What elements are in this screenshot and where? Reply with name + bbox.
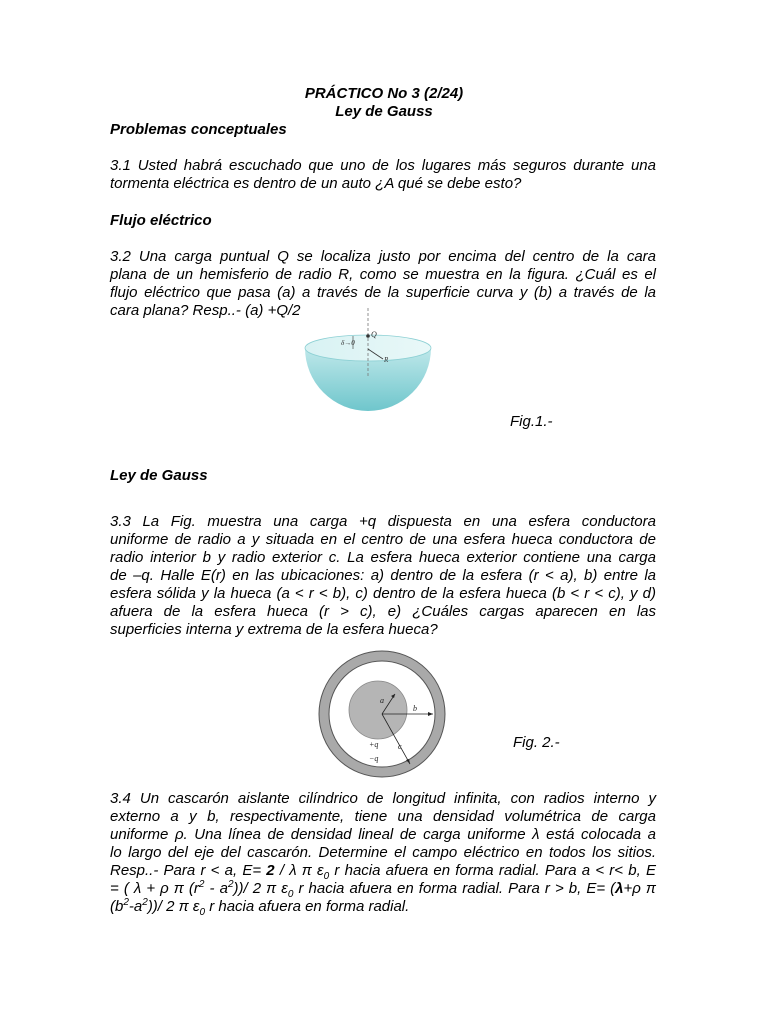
text-run: r hacia afuera en forma radial.: [205, 898, 410, 915]
a-label: a: [380, 696, 384, 705]
text-run: - a: [204, 880, 228, 897]
text-run-bold: λ: [615, 880, 624, 897]
problem-3-4-line: [110, 898, 409, 916]
hemisphere-figure: [303, 306, 433, 412]
text-run: r hacia afuera en forma radial. Para r > b, E= (: [293, 880, 616, 897]
problem-3-4-line: uniforme ρ. Una línea de densidad lineal de carga uniforme λ está colocada a: [110, 826, 656, 843]
problem-3-3-line: radio interior b y radio exterior c. La esfera hueca exterior contiene una carga: [110, 549, 656, 566]
problem-3-1-line: 3.1 Usted habrá escuchado que uno de los lugares más seguros durante una: [110, 157, 656, 174]
page-title: PRÁCTICO No 3 (2/24): [304, 85, 464, 102]
text-run: (b: [110, 898, 124, 915]
superscript: 2: [123, 897, 129, 908]
charge-q-point: [366, 334, 370, 338]
figure-2-caption: Fig. 2.-: [513, 734, 560, 751]
text-run: = ( λ + ρ π (r: [110, 880, 199, 897]
superscript: 2: [198, 879, 205, 890]
subscript: 0: [199, 907, 206, 918]
inner-sphere: [349, 681, 407, 739]
superscript: 2: [142, 897, 148, 908]
concentric-spheres-figure: [307, 650, 457, 778]
section-heading-gauss: Ley de Gauss: [110, 467, 208, 484]
text-run: ))/ 2 π ε: [233, 880, 288, 897]
text-run: +ρ π: [623, 880, 656, 897]
problem-3-4-line: [110, 862, 656, 880]
page-subtitle: Ley de Gauss: [335, 103, 433, 120]
problem-3-3-line: esfera sólida y la hueca (a < r < b), c) dentro de la esfera hueca (b < r < c), y d): [110, 585, 656, 602]
delta-label: δ→0: [341, 339, 355, 347]
text-run: r hacia afuera en forma radial. Para a < r< b, E: [329, 862, 656, 879]
b-label: b: [413, 704, 417, 713]
problem-3-1-line: tormenta eléctrica es dentro de un auto ¿A qué se debe esto?: [110, 175, 522, 192]
text-run: / λ π ε: [274, 862, 324, 879]
problem-3-4-line: 3.4 Un cascarón aislante cilíndrico de longitud infinita, con radios interno y: [110, 790, 656, 807]
section-heading-flux: Flujo eléctrico: [110, 212, 212, 229]
subscript: 0: [323, 871, 330, 882]
problem-3-4-line: [110, 880, 656, 898]
minus-q-label: −q: [369, 754, 379, 763]
text-run-bold: 2: [266, 862, 275, 879]
problem-3-3-line: de –q. Halle E(r) en las ubicaciones: a) dentro de la esfera (r < a), b) entre la: [110, 567, 656, 584]
text-run: -a: [128, 898, 143, 915]
c-label: c: [398, 742, 402, 751]
problem-3-3-line: uniforme de radio a y situada en el centro de una esfera hueca conductora de: [110, 531, 656, 548]
problem-3-4-line: lo largo del eje del cascarón. Determine el campo eléctrico en todos los sitios.: [110, 844, 656, 861]
plus-q-label: +q: [369, 740, 379, 749]
problem-3-2-line: 3.2 Una carga puntual Q se localiza justo por encima del centro de la cara: [110, 248, 656, 265]
figure-1-caption: Fig.1.-: [510, 413, 553, 430]
problem-3-2-line: flujo eléctrico que pasa (a) a través de la superficie curva y (b) a través de la: [110, 284, 656, 301]
problem-3-2-line: plana de un hemisferio de radio R, como se muestra en la figura. ¿Cuál es el: [110, 266, 656, 283]
subscript: 0: [287, 889, 294, 900]
problem-3-2-line: cara plana? Resp..- (a) +Q/2: [110, 302, 301, 319]
section-heading-conceptual: Problemas conceptuales: [110, 121, 287, 138]
problem-3-3-line: 3.3 La Fig. muestra una carga +q dispuesta en una esfera conductora: [110, 513, 656, 530]
superscript: 2: [227, 879, 234, 890]
problem-3-3-line: afuera de la esfera hueca (r > c), e) ¿Cuáles cargas aparecen en las: [110, 603, 656, 620]
problem-3-4-line: externo a y b, respectivamente, tiene una densidad volumétrica de carga: [110, 808, 656, 825]
r-label: R: [384, 356, 389, 364]
q-label: Q: [371, 330, 377, 339]
text-run: ))/ 2 π ε: [147, 898, 200, 915]
text-run: Resp..- Para r < a, E=: [110, 862, 267, 879]
problem-3-3-line: superficies interna y extrema de la esfera hueca?: [110, 621, 438, 638]
